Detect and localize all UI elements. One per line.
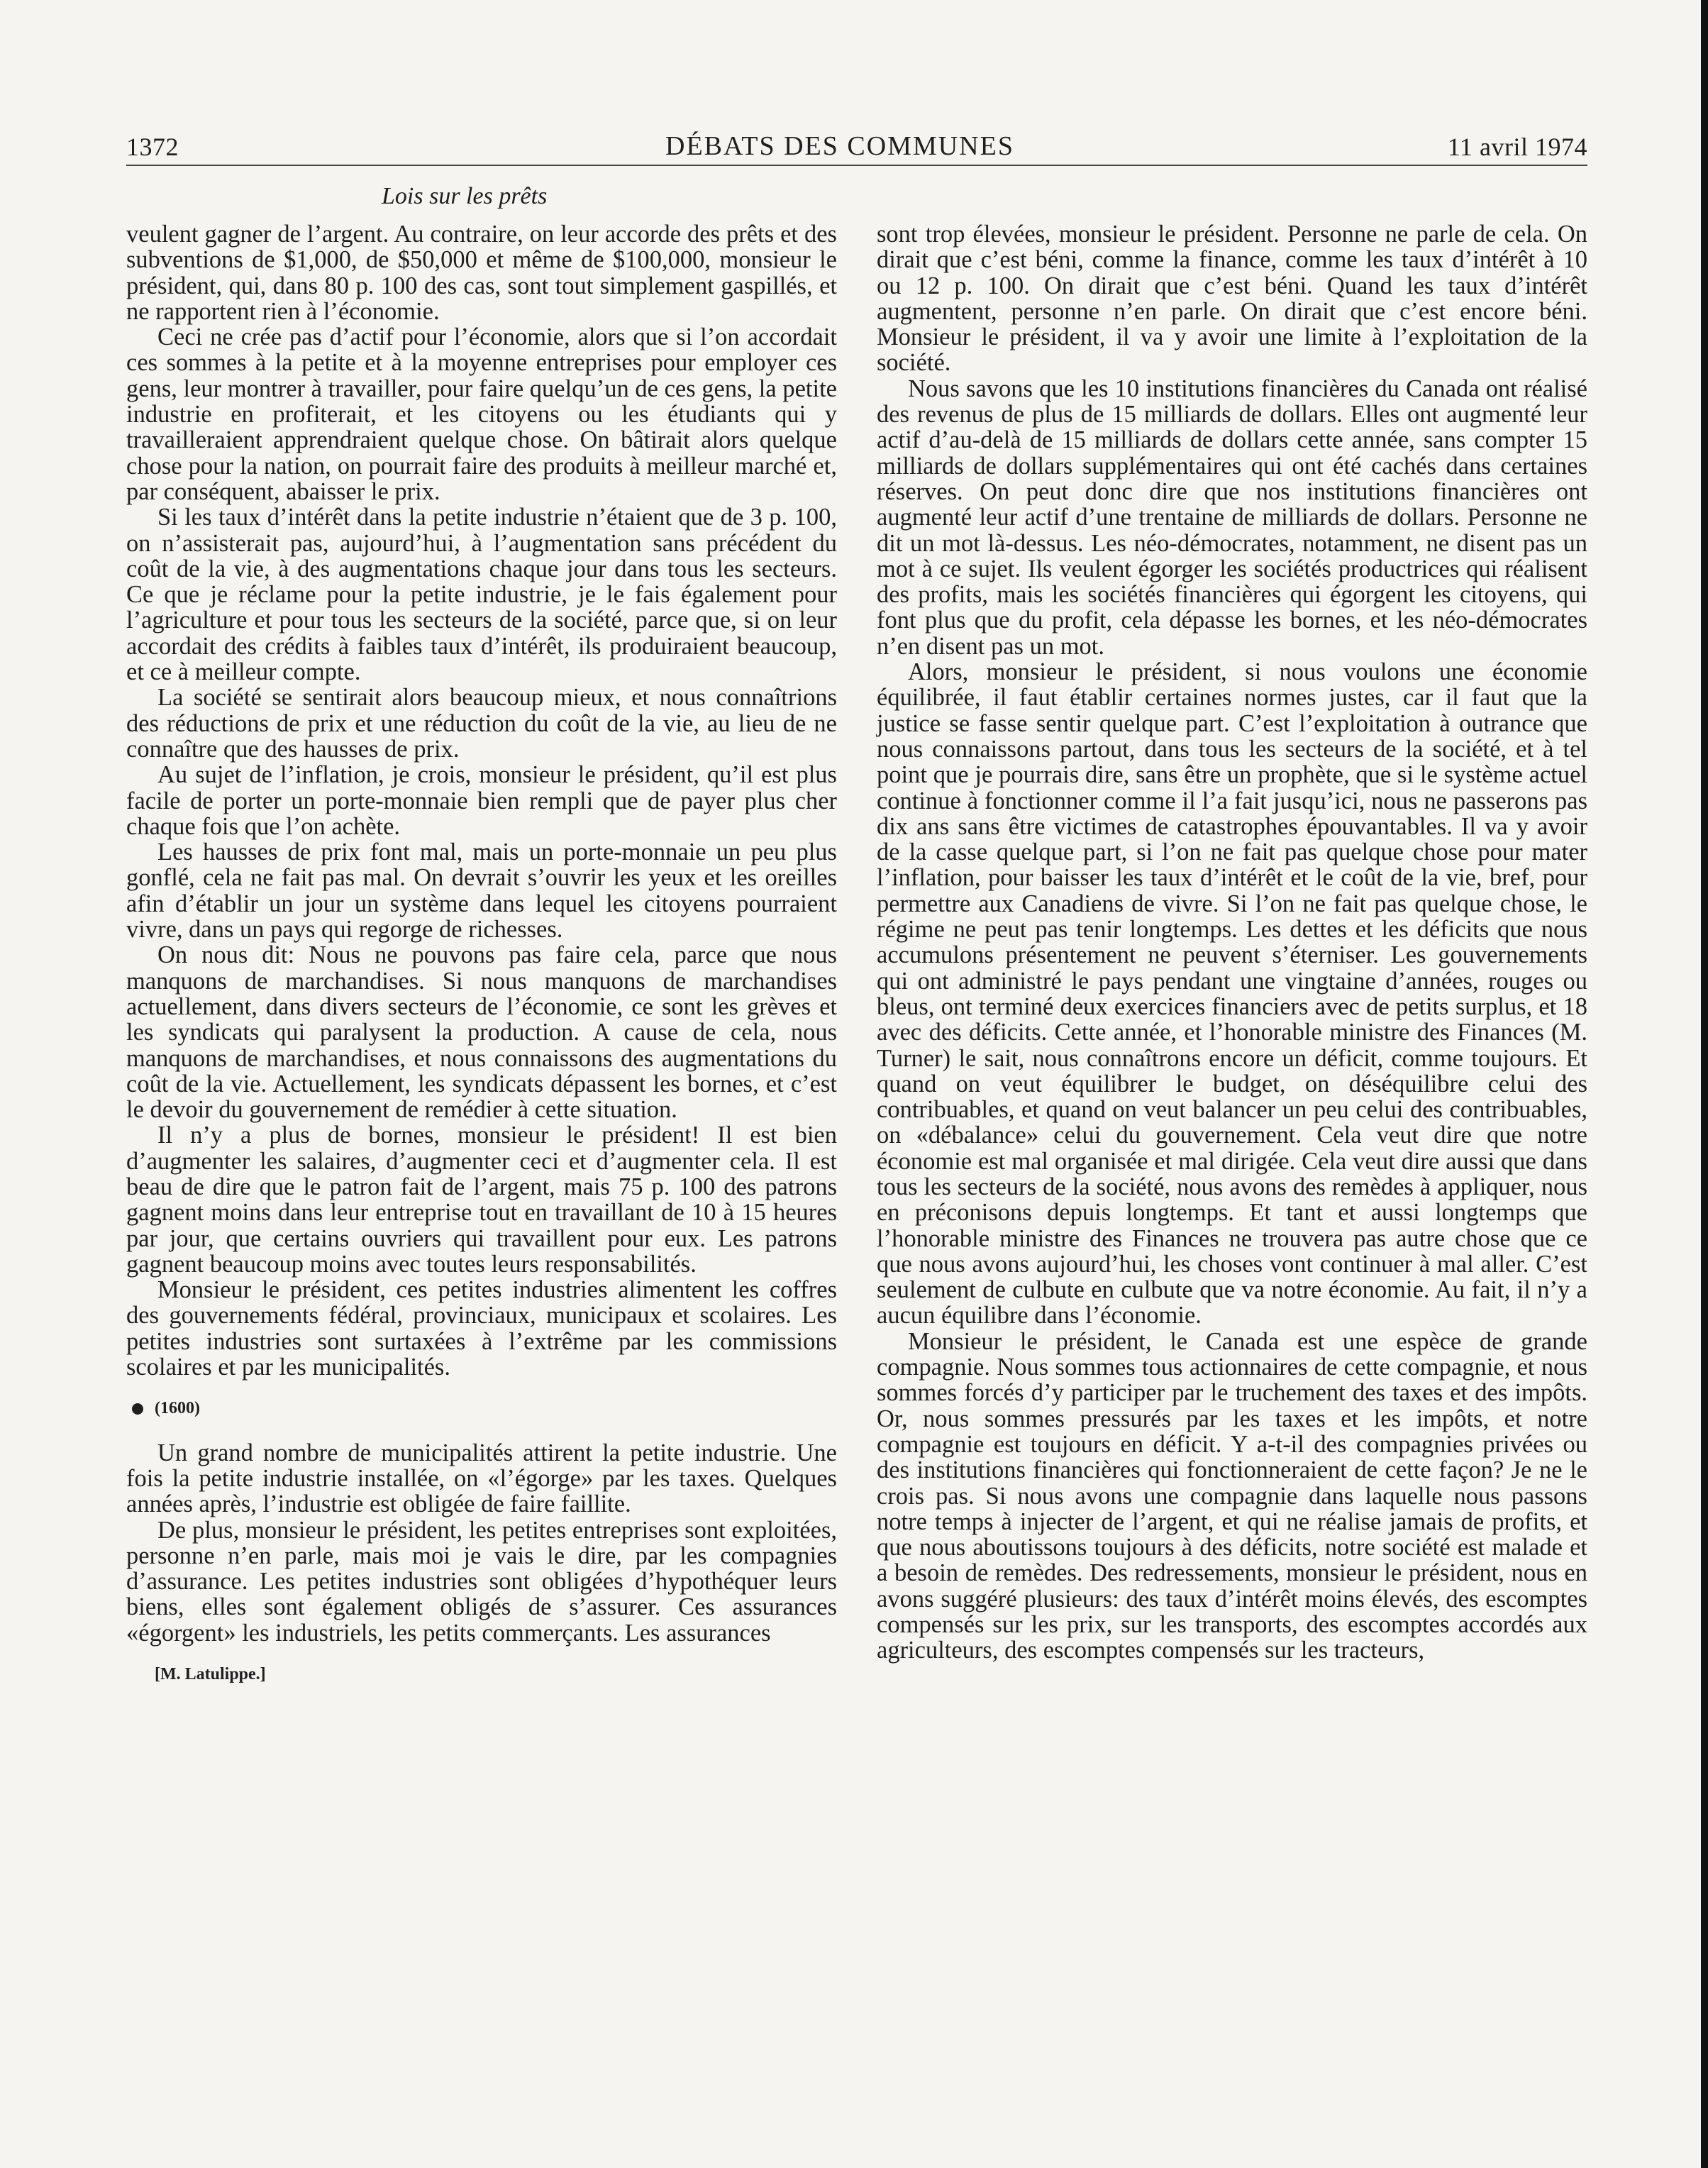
paragraph: De plus, monsieur le président, les petites entreprises sont exploitées, personne n’en parle, mais moi je vais le dire, par les compagnies d’assurance. Les petites industries sont obligées d’hypothéquer leurs biens, elles sont également obligés de s’assurer. Ces assurances «égorgent» les industriels, les petits commerçants. Les assurances [126,1516,837,1647]
left-column [126,221,837,1687]
header-rule [126,165,1587,166]
paragraph: Les hausses de prix font mal, mais un porte-monnaie un peu plus gonflé, cela ne fait pas mal. On devrait s’ouvrir les yeux et les oreilles afin d’établir un jour un système dans lequel les citoyens pourraient vivre, dans un pays qui regorge de richesses. [126,839,837,944]
paragraph: Il n’y a plus de bornes, monsieur le président! Il est bien d’augmenter les salaires, d’augmenter ceci et d’augmenter cela. Il est beau de dire que le patron fait de l’argent, mais 75 p. 100 des patrons gagnent moins dans leur entreprise tout en travaillant de 10 à 15 heures par jour, que certains ouvriers qui travaillent pour eux. Les patrons gagnent beaucoup moins avec toutes leurs responsabilités. [126,1122,837,1278]
paragraph: Au sujet de l’inflation, je crois, monsieur le président, qu’il est plus facile de porter un porte-monnaie bien rempli que de payer plus cher chaque fois que l’on achète. [126,761,837,840]
page-number: 1372 [126,133,179,161]
paragraph: veulent gagner de l’argent. Au contraire, on leur accorde des prêts et des subventions de $1,000, de $50,000 et même de $100,000, monsieur le président, qui, dans 80 p. 100 des cas, sont tout simplement gaspillés, et ne rapportent rien à l’économie. [126,221,837,325]
paragraph: Un grand nombre de municipalités attirent la petite industrie. Une fois la petite industrie installée, on «l’égorge» par les taxes. Quelques années après, l’industrie est obligée de faire faillite. [126,1439,837,1518]
page-date: 11 avril 1974 [1447,133,1587,161]
right-column [877,221,1587,1664]
paragraph: sont trop élevées, monsieur le président. Personne ne parle de cela. On dirait que c’est béni, comme la finance, comme les taux d’intérêt à 10 ou 12 p. 100. On dirait que c’est béni. Quand les taux d’intérêt augmentent, personne n’en parle. On dirait que c’est encore béni. Monsieur le président, il va y avoir une limite à l’exploitation de la société. [877,221,1587,377]
paragraph: La société se sentirait alors beaucoup mieux, et nous connaîtrions des réductions de prix et une réduction du coût de la vie, au lieu de ne connaître que des hausses de prix. [126,684,837,763]
running-subject: Lois sur les prêts [382,183,548,209]
paragraph: Monsieur le président, le Canada est une espèce de grande compagnie. Nous sommes tous actionnaires de cette compagnie, et nous sommes forcés d’y participer par le truchement des taxes et des impôts. Or, nous sommes pressurés par les taxes et les impôts, et notre compagnie est toujours en déficit. Y a-t-il des compagnies privées ou des institutions financières qui fonctionneraient de cette façon? Je ne le crois pas. Si nous avons une compagnie dans laquelle nous passons notre temps à injecter de l’argent, et qui ne réalise jamais de profits, et que nous aboutissons toujours à des déficits, notre société est malade et a besoin de remèdes. Des redressements, monsieur le président, nous en avons suggéré plusieurs: des taux d’intérêt moins élevés, des escomptes compensés sur les prix, sur les transports, des escomptes accordés aux agriculteurs, des escomptes compensés sur les tracteurs, [877,1327,1587,1664]
time-marker [132,1395,837,1421]
publication-title: DÉBATS DES COMMUNES [665,131,1014,161]
paragraph: Alors, monsieur le président, si nous voulons une économie équilibrée, il faut établir certaines normes justes, car il faut que la justice se fasse sentir quelque part. C’est l’exploitation à outrance que nous connaissons partout, dans tous les secteurs de la société, et à tel point que je pourrais dire, sans être un prophète, que si le système actuel continue à fonctionner comme il l’a fait jusqu’ici, nous ne passerons pas dix ans sans être victimes de catastrophes épouvantables. Il va y avoir de la casse quelque part, si l’on ne fait pas quelque chose pour mater l’inflation, pour baisser les taux d’intérêt et le coût de la vie, bref, pour permettre aux Canadiens de vivre. Si l’on ne fait pas quelque chose, le régime ne peut pas tenir longtemps. Les dettes et les déficits que nous accumulons présentement ne peuvent s’éterniser. Les gouvernements qui ont administré le pays pendant une vingtaine d’années, rouges ou bleus, ont terminé deux exercices financiers avec de petits surplus, et 18 avec des déficits. Cette année, et l’honorable ministre des Finances (M. Turner) le sait, nous connaîtrons encore un déficit, comme toujours. Et quand on veut équilibrer le budget, on déséquilibre celui des contribuables, et quand on veut balancer un peu celui des contribuables, on «débalance» celui du gouvernement. Cela veut dire que notre économie est mal organisée et mal dirigée. Cela veut dire aussi que dans tous les secteurs de la société, nous avons des remèdes à appliquer, nous en préconisons depuis longtemps. Et tant et aussi longtemps que l’honorable ministre des Finances ne trouvera pas autre chose que ce que nous avons aujourd’hui, les choses vont continuer à mal aller. C’est seulement de culbute en culbute que va notre économie. Au fait, il n’y a aucun équilibre dans l’économie. [877,658,1587,1329]
paragraph: Nous savons que les 10 institutions financières du Canada ont réalisé des revenus de plus de 15 milliards de dollars. Elles ont augmenté leur actif d’au-delà de 15 milliards de dollars cette année, sans compter 15 milliards de dollars supplémentaires qui ont été cachés dans certaines réserves. On peut donc dire que nos institutions financières ont augmenté leur actif d’une trentaine de milliards de dollars. Personne ne dit un mot là-dessus. Les néo-démocrates, notamment, ne disent pas un mot à ce sujet. Ils veulent égorger les sociétés productrices qui réalisent des profits, mais les sociétés financières qui égorgent les citoyens, qui font plus que du profit, cela dépasse les bornes, et les néo-démocrates n’en disent pas un mot. [877,375,1587,660]
scan-edge [1701,0,1708,2168]
paragraph: Si les taux d’intérêt dans la petite industrie n’étaient que de 3 p. 100, on n’assisterait pas, aujourd’hui, à l’augmentation sans précédent du coût de la vie, à des augmentations chaque jour dans tous les secteurs. Ce que je réclame pour la petite industrie, je le fais également pour l’agriculture et pour tous les secteurs de la société, parce que, si on leur accordait des crédits à faibles taux d’intérêt, ils produiraient beaucoup, et ce à meilleur compte. [126,504,837,686]
bullet-icon [132,1403,143,1415]
paragraph: On nous dit: Nous ne pouvons pas faire cela, parce que nous manquons de marchandises. Si nous manquons de marchandises actuellement, dans divers secteurs de l’économie, ce sont les grèves et les syndicats qui paralysent la production. A cause de cela, nous manquons de marchandises, et nous connaissons des augmentations du coût de la vie. Actuellement, les syndicats dépassent les bornes, et c’est le devoir du gouvernement de remédier à cette situation. [126,941,837,1124]
page-header [126,125,1587,165]
paragraph: Monsieur le président, ces petites industries alimentent les coffres des gouvernements fédéral, provinciaux, municipaux et scolaires. Les petites industries sont surtaxées à l’extrême par les commissions scolaires et par les municipalités. [126,1276,837,1381]
speaker-attribution: [M. Latulippe.] [155,1665,266,1684]
paragraph: Ceci ne crée pas d’actif pour l’économie, alors que si l’on accordait ces sommes à la petite et à la moyenne entreprises pour employer ces gens, leur montrer à travailler, pour faire quelqu’un de ces gens, la petite industrie en profiterait, et les citoyens ou les étudiants qui y travailleraient apprendraient quelque chose. On bâtirait alors quelque chose pour la nation, on pourrait faire des produits à meilleur marché et, par conséquent, abaisser le prix. [126,323,837,505]
time-stamp: (1600) [155,1399,200,1418]
